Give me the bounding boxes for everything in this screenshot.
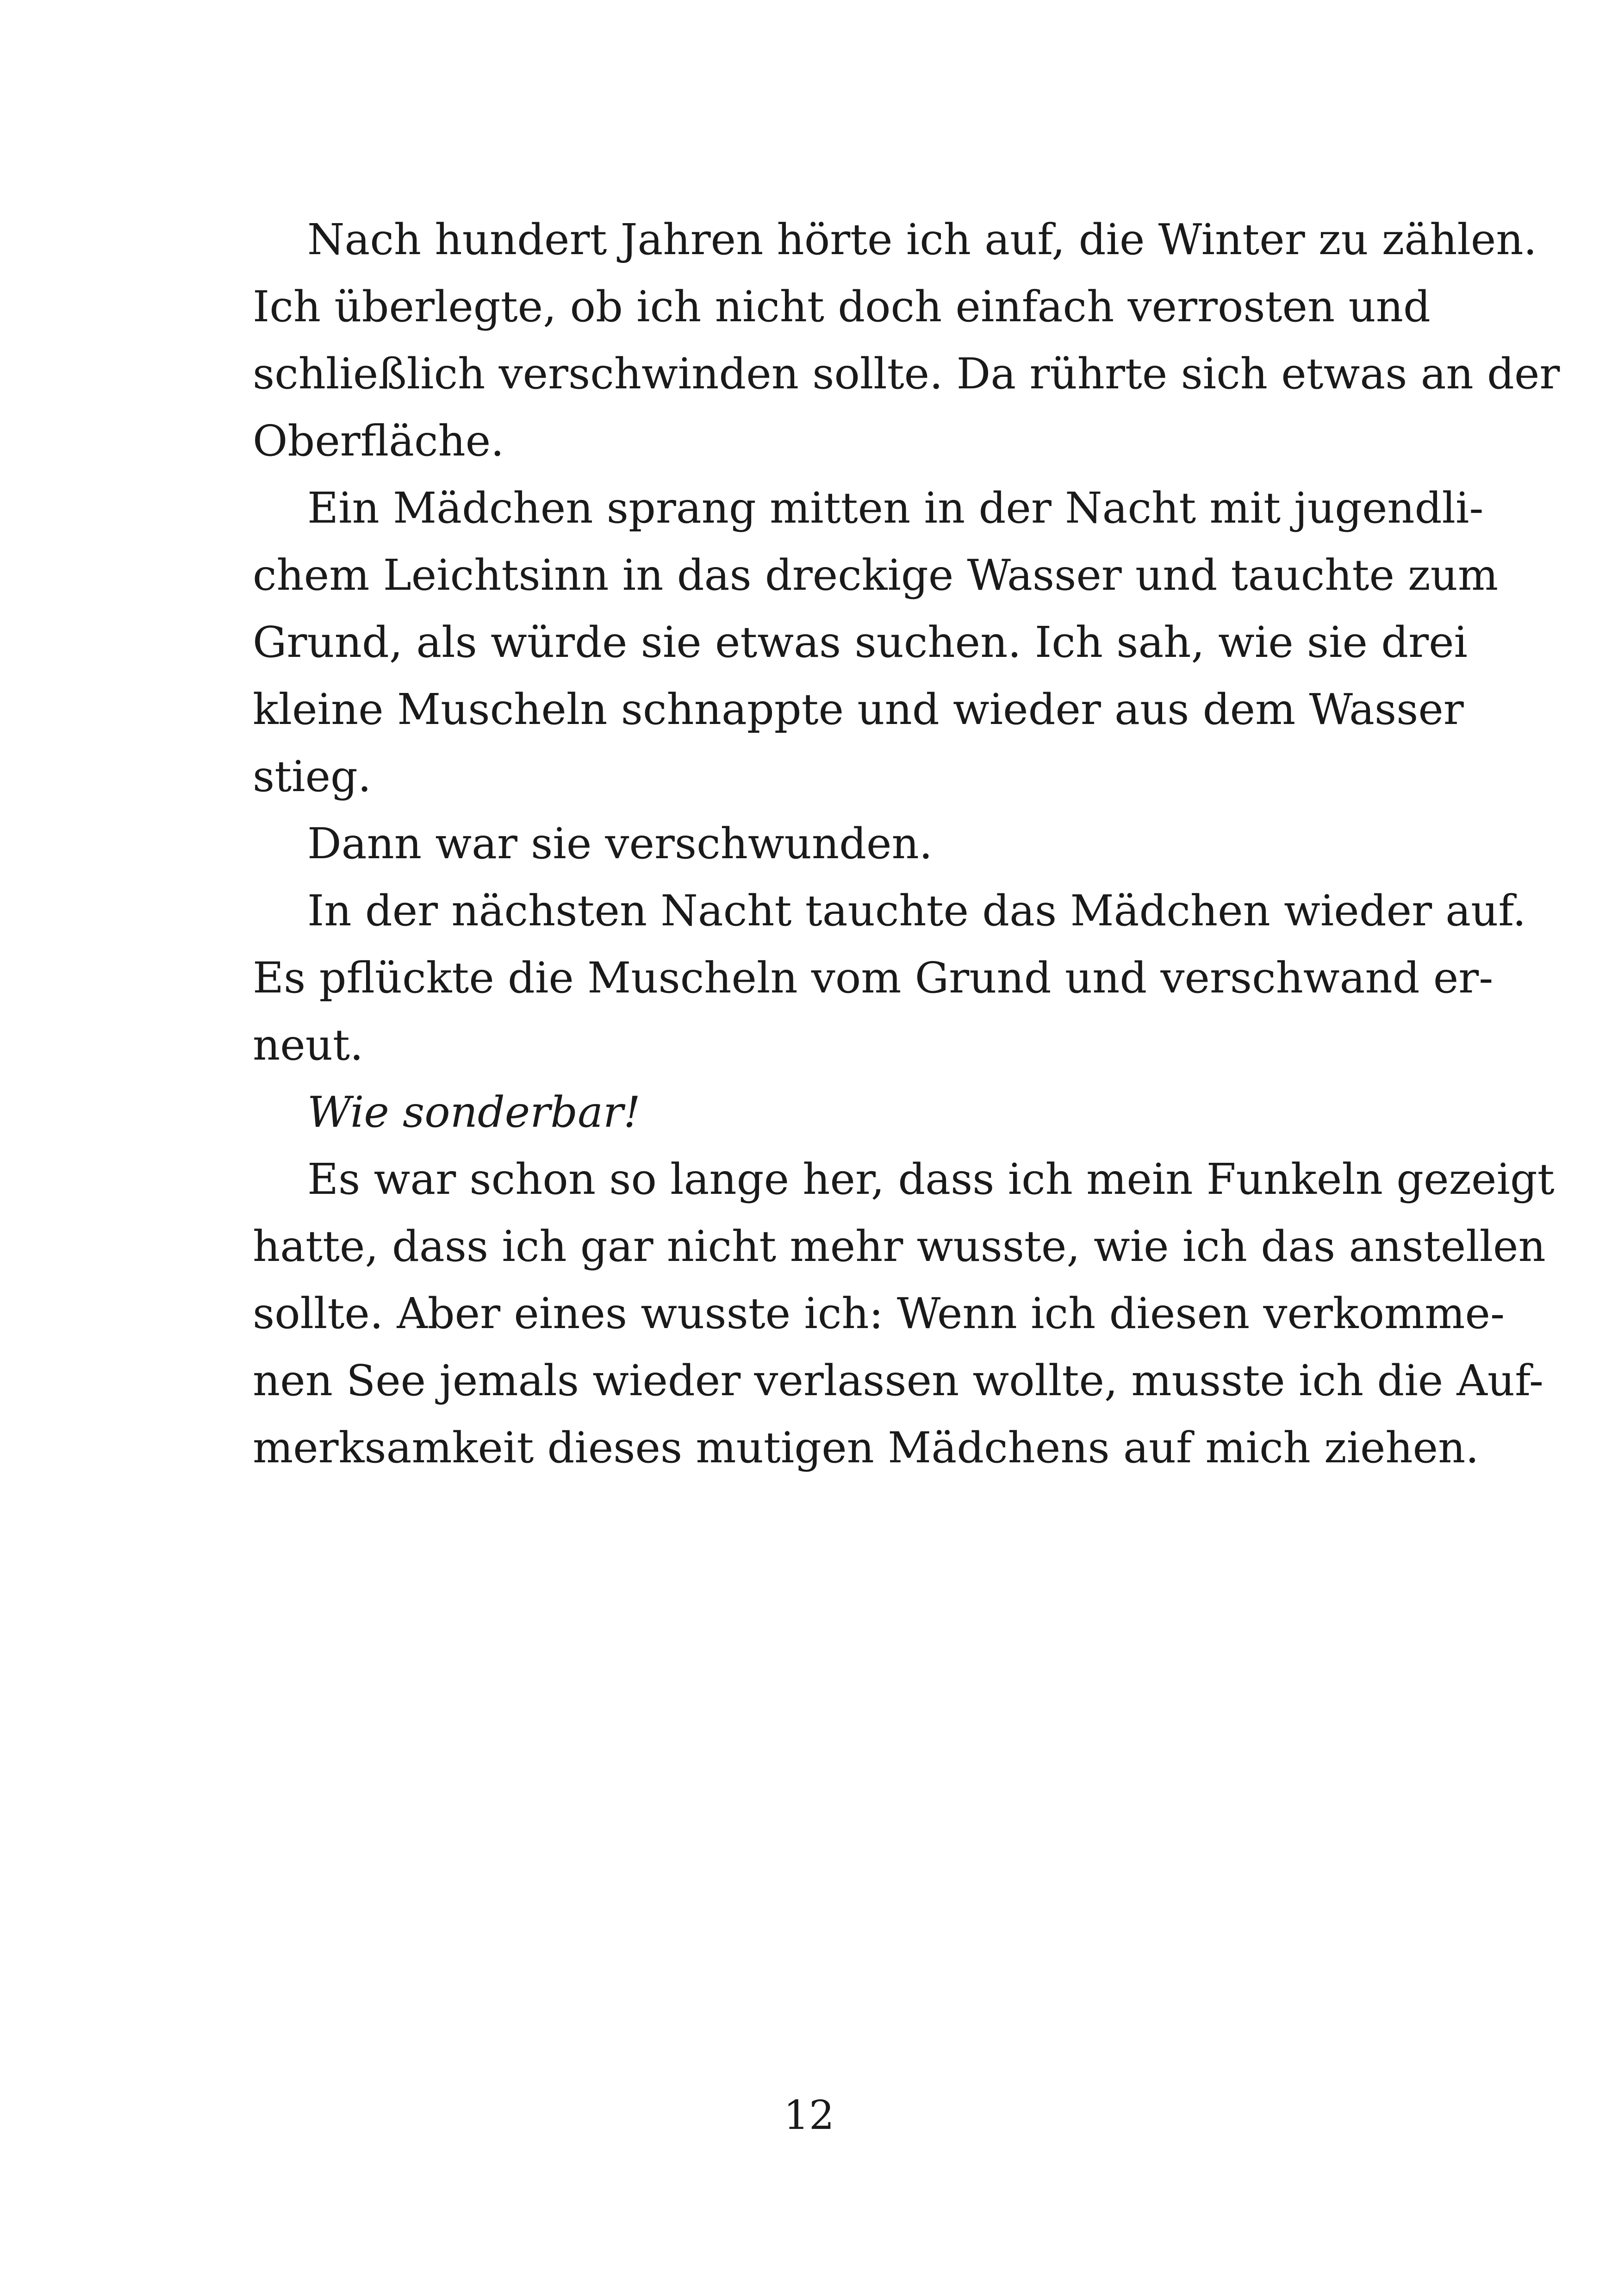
text-line: In der nächsten Nacht tauchte das Mädchen wieder auf. bbox=[307, 886, 1526, 936]
text-line: merksamkeit dieses mutigen Mädchens auf mich ziehen. bbox=[253, 1423, 1479, 1472]
paragraph bbox=[253, 810, 1367, 877]
body-text bbox=[253, 206, 1560, 1481]
text-line: stieg. bbox=[253, 752, 372, 801]
text-line: Es war schon so lange her, dass ich mein Funkeln gezeigt bbox=[307, 1154, 1555, 1204]
page-number: 12 bbox=[784, 2092, 834, 2139]
paragraph bbox=[253, 206, 1560, 474]
text-line: Dann war sie verschwunden. bbox=[307, 819, 933, 868]
text-line: Ein Mädchen sprang mitten in der Nacht mit jugendli- bbox=[307, 483, 1484, 533]
text-line: Es pflückte die Muscheln vom Grund und verschwand er- bbox=[253, 953, 1494, 1003]
paragraph bbox=[253, 1146, 1555, 1481]
text-line: nen See jemals wieder verlassen wollte, musste ich die Auf- bbox=[253, 1356, 1543, 1405]
text-line: Oberfläche. bbox=[253, 416, 504, 466]
text-line: schließlich verschwinden sollte. Da rührte sich etwas an der bbox=[253, 349, 1560, 399]
text-line: sollte. Aber eines wusste ich: Wenn ich diesen verkomme- bbox=[253, 1289, 1505, 1338]
text-line: Grund, als würde sie etwas suchen. Ich sah, wie sie drei bbox=[253, 618, 1468, 667]
text-line: neut. bbox=[253, 1020, 364, 1070]
italic-text-line: Wie sonderbar! bbox=[307, 1087, 641, 1137]
text-line: chem Leichtsinn in das dreckige Wasser und tauchte zum bbox=[253, 550, 1499, 600]
paragraph bbox=[253, 1079, 1367, 1146]
paragraph bbox=[253, 474, 1499, 810]
text-line: Nach hundert Jahren hörte ich auf, die Winter zu zählen. bbox=[307, 215, 1537, 264]
text-line: Ich überlegte, ob ich nicht doch einfach verrosten und bbox=[253, 282, 1431, 331]
text-line: kleine Muscheln schnappte und wieder aus dem Wasser bbox=[253, 685, 1464, 734]
text-line: hatte, dass ich gar nicht mehr wusste, wie ich das anstellen bbox=[253, 1222, 1546, 1271]
paragraph bbox=[253, 877, 1526, 1079]
